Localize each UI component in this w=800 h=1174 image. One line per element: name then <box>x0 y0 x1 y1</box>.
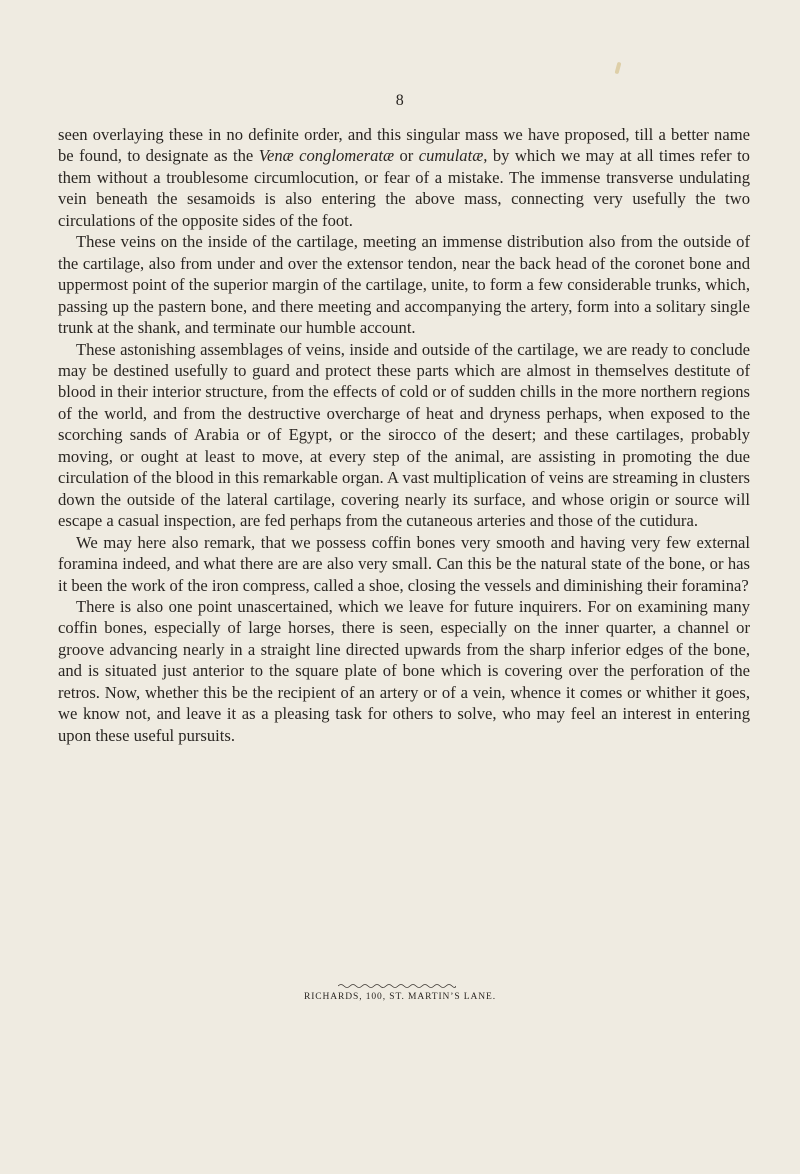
body-text <box>58 124 750 746</box>
paragraph-3: These astonishing assemblages of veins, inside and outside of the cartilage, we are ready to conclude may be destined usefully to guard and protect these parts which are almost in themselves destitute of blood in their interior structure, from the effects of cold or of sudden chills in the more northern regions of the world, and from the destructive overcharge of heat and dryness perhaps, when exposed to the scorching sands of Arabia or of Egypt, or the sirocco of the desert; and these cartilages, probably moving, or ought at least to move, at every step of the animal, are assisting in promoting the due circulation of the blood in this remarkable organ. A vast multiplication of veins are streaming in clusters down the outside of the lateral cartilage, covering nearly its surface, and whose origin or source will escape a casual inspection, are fed perhaps from the cutaneous arteries and those of the cutidura. <box>58 339 750 531</box>
paragraph-5: There is also one point unascertained, which we leave for future inquirers. For on examining many coffin bones, especially of large horses, there is seen, especially on the inner quarter, a channel or groove advancing nearly in a straight line directed upwards from the sharp inferior edges of the bone, and is situated just anterior to the square plate of bone which is covering over the perforation of the retros. Now, whether this be the recipient of an artery or of a vein, whence it comes or whither it goes, we know not, and leave it as a pleasing task for others to solve, who may feel an interest in entering upon these useful pursuits. <box>58 596 750 745</box>
page-number: 8 <box>395 92 405 109</box>
imprint-wavy-rule <box>338 983 456 989</box>
paper-stain <box>615 62 622 75</box>
paragraph-1-text-c: by which we may at all times refer to them without a troublesome circumlocution, or fear of a mistake. The immense transverse undulating vein beneath the sesamoids is also entering the above mass, connecting very usefully the two circulations of the opposite sides of the foot. <box>58 146 750 230</box>
latin-term-cumulatae: cumulatæ, <box>418 146 488 166</box>
paragraph-1-text-a: seen overlaying these in no definite order, and this singular mass we have proposed, till a better name be found, to designate as the <box>58 125 750 166</box>
printer-imprint: RICHARDS, 100, ST. MARTIN’S LANE. <box>303 992 497 1002</box>
paragraph-2: These veins on the inside of the cartilage, meeting an immense distribution also from the outside of the cartilage, also from under and over the extensor tendon, near the back head of the coronet bone and uppermost point of the superior margin of the cartilage, unite, to form a few considerable trunks, which, passing up the pastern bone, and there meeting and accompanying the artery, form into a solitary single trunk at the shank, and terminate our humble account. <box>58 232 750 338</box>
latin-term-conglomeratae: Venæ conglomeratæ <box>258 146 395 166</box>
paragraph-4: We may here also remark, that we possess coffin bones very smooth and having very few external foramina indeed, and what there are are also very small. Can this be the natural state of the bone, or has it been the work of the iron compress, called a shoe, closing the vessels and diminishing their foramina? <box>58 532 750 595</box>
paragraph-1-text-b: or <box>394 146 419 166</box>
paragraph-1 <box>58 124 750 231</box>
